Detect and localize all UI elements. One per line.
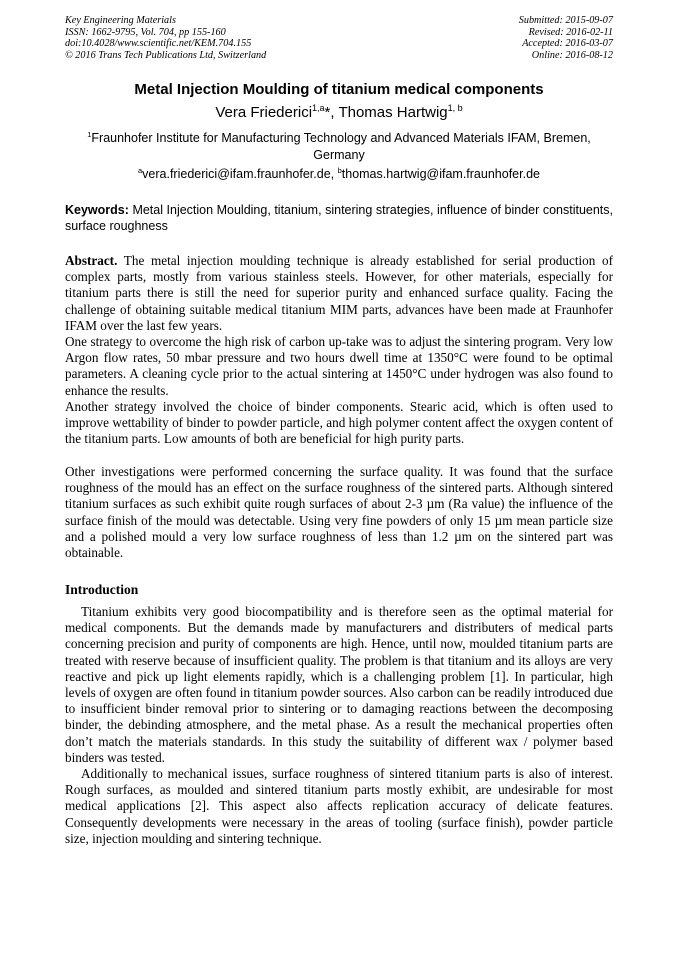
section-heading-introduction: Introduction <box>65 582 139 597</box>
journal-header <box>65 15 266 61</box>
abstract-paragraph <box>65 253 613 334</box>
date-accepted: Accepted: 2016-03-07 <box>522 38 613 50</box>
abstract-paragraph: Other investigations were performed concerning the surface quality. It was found that the surface roughness of the mould has an effect on the surface roughness of the sintered parts. Although sintered titanium surfaces as such exhibit quite rough surfaces of about 2-3 µm (Ra value) the influence of the surface finish of the mould was detectable. Using very fine powders of only 15 µm mean particle size and a polished mould a very low surface roughness of less than 1.2 µm on the sintered part was obtainable. <box>65 464 613 561</box>
abstract-surface-quality <box>65 464 613 561</box>
author-separator: *, <box>324 104 339 121</box>
journal-doi: doi:10.4028/www.scientific.net/KEM.704.155 <box>65 38 252 50</box>
date-submitted: Submitted: 2015-09-07 <box>518 15 613 26</box>
abstract-paragraph: One strategy to overcome the high risk of carbon up-take was to adjust the sintering program. Very low Argon flow rates, 50 mbar pressure and two hours dwell time at 1350°C were found to be optimal parameters. A cleaning cycle prior to the actual sintering at 1450°C under hydrogen was also found to enhance the results. <box>65 334 613 398</box>
date-revised: Revised: 2016-02-11 <box>528 26 613 38</box>
dates-header <box>519 15 613 61</box>
journal-issn: ISSN: 1662-9795, Vol. 704, pp 155-160 <box>65 26 226 38</box>
introduction-paragraph: Additionally to mechanical issues, surface roughness of sintered titanium parts is also of interest. Rough surfaces, as moulded and sintered titanium parts mostly exhibit, are undesirable for most medical applications [2]. This aspect also affects replication accuracy of delicate features. Consequently developments were necessary in the areas of tooling (surface finish), powder particle size, injection moulding and sintering technique. <box>65 766 613 846</box>
email-superscript: a <box>138 166 143 175</box>
affiliation-superscript: 1 <box>87 130 92 139</box>
introduction-paragraph: Titanium exhibits very good biocompatibility and is therefore seen as the optimal material for medical components. But the demands made by manufacturers and distributers of medical parts concerning precision and purity of components are high. Hence, until now, moulded titanium parts are treated with reserve because of insufficient quality. The problem is that titanium and its alloys are very reactive and pick up light elements rapidly, which is a challenging problem [1]. In particular, high levels of oxygen are often found in titanium powder sources. Also carbon can be readily introduced due to insufficient binder removal prior to sintering or to damaging reactions between the decomposing binder, the debinding atmosphere, and the metal phase. As a result the mechanical properties often don’t match the materials standards. In this study the suitability of different wax / polymer based binders was tested. <box>65 604 613 765</box>
author-name: Thomas Hartwig <box>338 104 448 121</box>
abstract <box>65 253 613 447</box>
journal-name: Key Engineering Materials <box>65 15 176 26</box>
date-online: Online: 2016-08-12 <box>531 49 613 61</box>
author-name: Vera Friederici <box>215 104 313 121</box>
abstract-label: Abstract. <box>65 253 118 268</box>
introduction-body <box>65 604 613 847</box>
keywords-text: Metal Injection Moulding, titanium, sintering strategies, influence of binder constituents, surface roughness <box>65 203 613 233</box>
abstract-paragraph: Another strategy involved the choice of binder components. Stearic acid, which is often used to improve wettability of binder to powder particle, and high polymer content affect the oxygen content of the titanium parts. Low amounts of both are beneficial for high purity parts. <box>65 398 613 447</box>
journal-copyright: © 2016 Trans Tech Publications Ltd, Switzerland <box>65 49 267 61</box>
author-superscript: 1, b <box>447 103 463 113</box>
email-address: vera.friederici@ifam.fraunhofer.de, <box>142 167 338 181</box>
author-superscript: 1,a <box>312 103 325 113</box>
keywords <box>65 203 613 234</box>
keywords-label: Keywords: <box>65 203 129 217</box>
paper-title: Metal Injection Moulding of titanium medical components <box>134 81 544 98</box>
affiliation <box>75 130 603 164</box>
email-superscript: b <box>337 166 342 175</box>
email-address: thomas.hartwig@ifam.fraunhofer.de <box>341 167 540 181</box>
abstract-text: The metal injection moulding technique is already established for serial production of complex parts, mostly from various stainless steels. However, for other materials, especially for titanium parts there is still the need for superior purity and enhanced surface quality. Facing the challenge of obtaining suitable medical titanium MIM parts, advances have been made at Fraunhofer IFAM over the last few years. <box>65 253 613 333</box>
affiliation-text: Fraunhofer Institute for Manufacturing Technology and Advanced Materials IFAM, Bremen, Germany <box>91 131 591 162</box>
email-list <box>0 166 678 183</box>
author-list <box>0 104 678 122</box>
